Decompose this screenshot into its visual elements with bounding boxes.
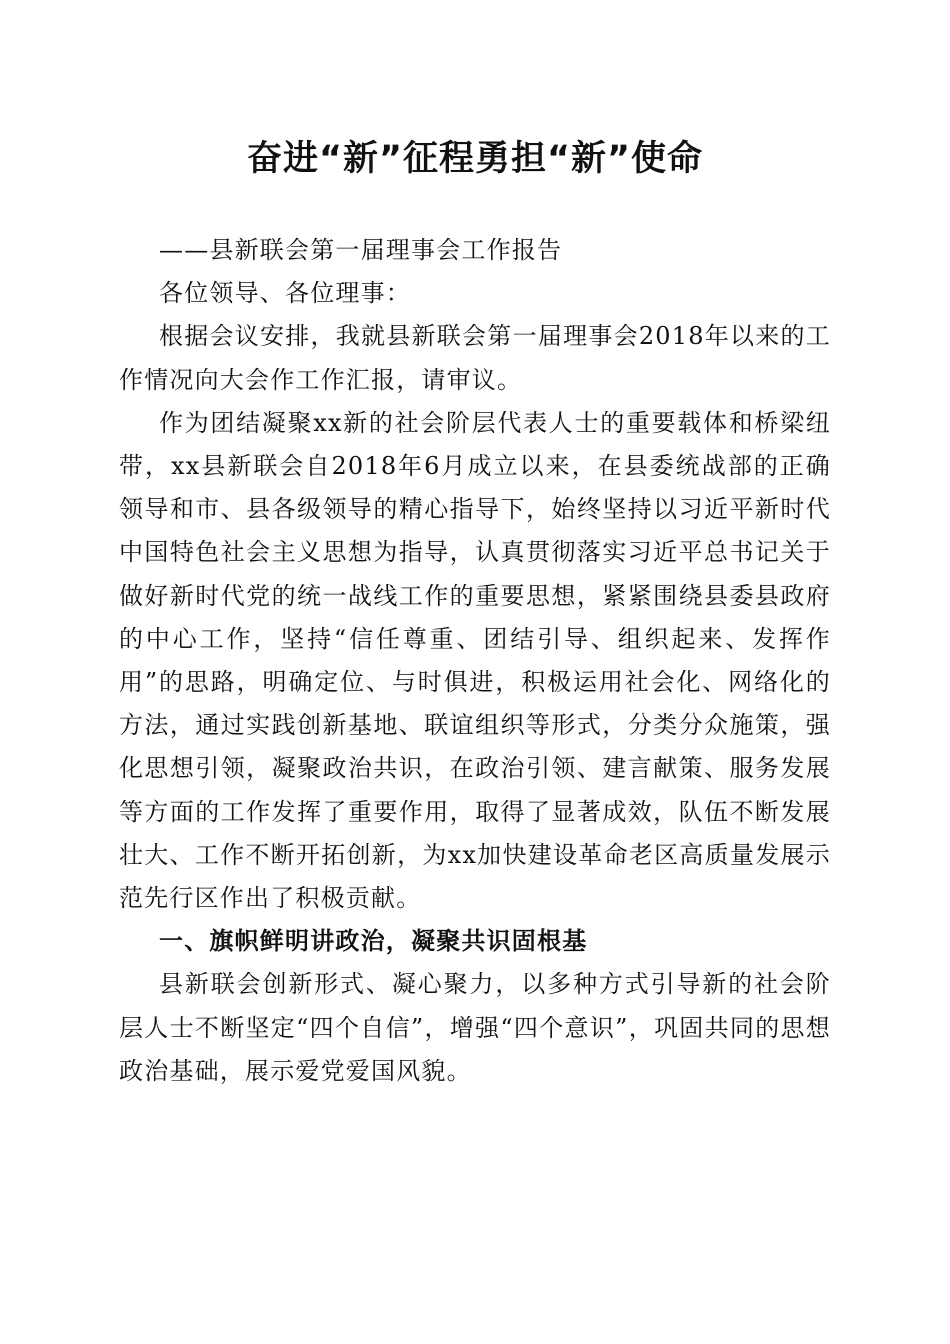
paragraph-overview: 作为团结凝聚xx新的社会阶层代表人士的重要载体和桥梁纽带，xx县新联会自2018年6月成立以来，在县委统战部的正确领导和市、县各级领导的精心指导下，始终坚持以习近平新时代中国特色社会主义思想为指导，认真贯彻落实习近平总书记关于做好新时代党的统一战线工作的重要思想，紧紧围绕县委县政府的中心工作，坚持“信任尊重、团结引导、组织起来、发挥作用”的思路，明确定位、与时俱进，积极运用社会化、网络化的方法，通过实践创新基地、联谊组织等形式，分类分众施策，强化思想引领，凝聚政治共识，在政治引领、建言献策、服务发展等方面的工作发挥了重要作用，取得了显著成效，队伍不断发展壮大、工作不断开拓创新，为xx加快建设革命老区高质量发展示范先行区作出了积极贡献。 xyxy=(119,408,831,913)
salutation: 各位领导、各位理事： xyxy=(159,279,411,308)
section-heading: 一、旗帜鲜明讲政治，凝聚共识固根基 xyxy=(159,927,588,956)
document-body xyxy=(119,229,831,1093)
document-subtitle: ——县新联会第一届理事会工作报告 xyxy=(159,236,563,264)
paragraph-intro: 根据会议安排，我就县新联会第一届理事会2018年以来的工作情况向大会作工作汇报，请审议。 xyxy=(119,322,831,394)
document-title: 奋进“新”征程勇担“新”使命 xyxy=(246,139,703,179)
section-paragraph: 县新联会创新形式、凝心聚力，以多种方式引导新的社会阶层人士不断坚定“四个自信”，增强“四个意识”，巩固共同的思想政治基础，展示爱党爱国风貌。 xyxy=(119,970,831,1085)
